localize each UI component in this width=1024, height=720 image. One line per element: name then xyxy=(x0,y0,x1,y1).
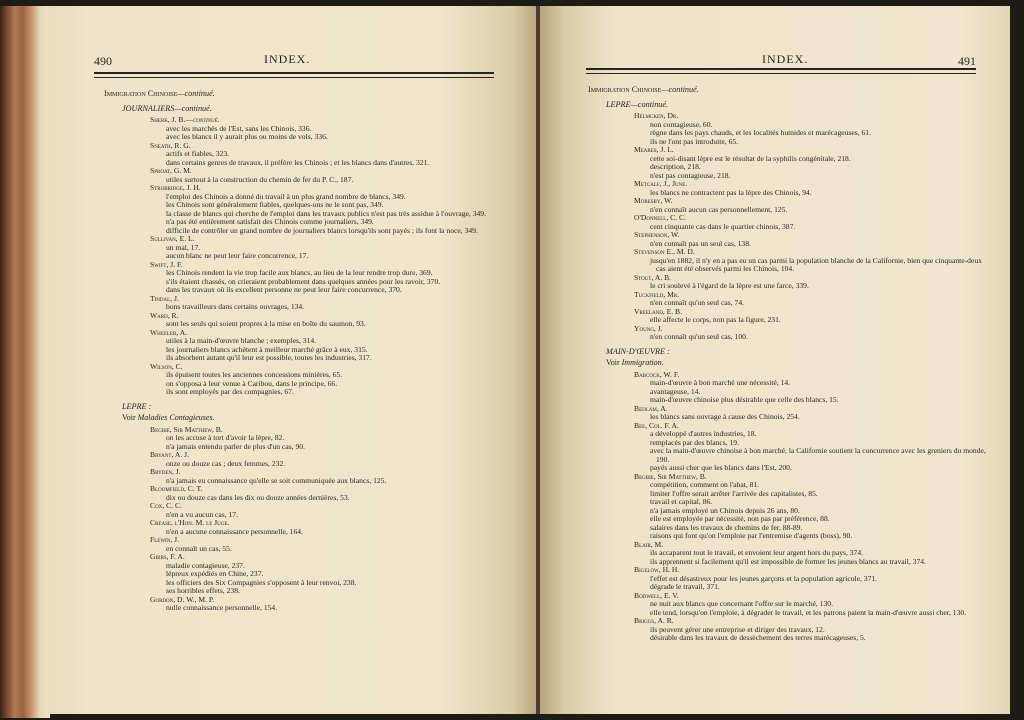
entry-line: onze ou douze cas ; deux femmes, 232. xyxy=(166,458,286,468)
entry-name: Bedlam, A. xyxy=(634,403,668,413)
entry-line: n'en a aucune connaissance personnelle, 164. xyxy=(166,526,303,536)
index-entry xyxy=(588,197,986,214)
entry-line: les Chinois sont généralement fiables, quelques-uns ne le sont pas, 349. xyxy=(166,200,384,209)
index-entry xyxy=(588,248,986,274)
entry-name: Strobridge, J. H. xyxy=(150,183,201,192)
entry-line: description, 218. xyxy=(650,162,701,171)
index-entry xyxy=(588,617,986,643)
entry-line: ils absorbent autant qu'il leur est possible, toutes les industries, 317. xyxy=(166,353,372,362)
entry-line: limiter l'offre serait arrêter l'arrivée des capitalistes, 85. xyxy=(650,488,818,498)
entry-line: raisons qui font qu'on l'emploie par l'entremise d'agents (boss), 90. xyxy=(650,531,853,540)
book-page-edges xyxy=(0,6,50,718)
entry-line: remplacés par des blancs, 19. xyxy=(650,437,739,447)
entry-line: ils accaparent tout le travail, et envoient leur argent hors du pays, 374. xyxy=(650,548,864,557)
entry-name: Moresby, W. xyxy=(634,196,673,205)
entry-name: Blair, M. xyxy=(634,539,664,549)
entry-name: Stevenson E., M. D. xyxy=(634,247,695,256)
entry-line: n'a pas été entièrement satisfait des Chinois comme journaliers, 349. xyxy=(166,217,374,226)
entry-line: n'en connaît pas un seul cas, 138. xyxy=(650,238,751,248)
entry-line: un mal, 17. xyxy=(166,242,201,252)
entry-name: Bee, Col. F. A. xyxy=(634,420,679,430)
entry-line: ses horribles effets, 238. xyxy=(166,586,240,595)
right-header-title: INDEX. xyxy=(762,52,809,66)
index-entry xyxy=(104,167,504,184)
entry-name: Gordon, D. W., M. P. xyxy=(150,594,215,604)
index-entry xyxy=(588,274,986,291)
entry-name: Ward, R. xyxy=(150,310,179,320)
right-entries-main-doeuvre xyxy=(588,371,986,643)
entry-name: Crease, l'Hon. M. le Juge. xyxy=(150,518,230,527)
entry-name: Briggs, A. R. xyxy=(634,616,674,625)
entry-name: Bryden, J. xyxy=(150,467,181,476)
entry-name: Bodwell, E. V. xyxy=(634,590,679,600)
entry-line: on s'opposa à leur venue à Caribou, dans le principe, 66. xyxy=(166,378,338,388)
entry-line: maladie contagieuse, 237. xyxy=(166,560,245,570)
entry-line: désirable dans les travaux de dessèchement des terres marécageuses, 5. xyxy=(650,633,866,642)
index-entry xyxy=(588,231,986,248)
entry-name: Metcalf, J., June. xyxy=(634,179,688,188)
entry-name: Swift, J. F. xyxy=(150,259,183,269)
index-entry xyxy=(104,184,504,235)
entry-name: Meares, J. L. xyxy=(634,145,674,154)
entry-line: avec la main-d'œuvre chinoise à bon marché, la Californie soutient la concurrence avec les greniers du monde, 190. xyxy=(650,446,986,464)
entry-line: aucun blanc ne peut leur faire concurrence, 17. xyxy=(166,251,309,260)
index-entry xyxy=(588,214,986,231)
left-subheading-lepre: LEPRE : xyxy=(122,401,152,411)
entry-line: ils sont employés par des compagnies, 67. xyxy=(166,387,294,396)
entry-line: lépreux expédiés en Chine, 237. xyxy=(166,569,264,578)
index-entry xyxy=(104,295,504,312)
index-entry xyxy=(588,180,986,197)
entry-line: ne nuit aux blancs que concernant l'offre sur le marché, 130. xyxy=(650,599,833,608)
entry-line: actifs et fiables, 323. xyxy=(166,149,230,158)
entry-line: nulle connaissance personnelle, 154. xyxy=(166,603,278,612)
entry-line: les officiers des Six Compagnies s'opposent à leur renvoi, 238. xyxy=(166,577,357,587)
entry-line: on les accuse à tort d'avoir la lèpre, 82. xyxy=(166,433,285,442)
left-section-heading: Immigration Chinoise—continué. xyxy=(104,89,215,98)
index-entry xyxy=(588,405,986,422)
entry-line: ils peuvent gérer une entreprise et diriger des travaux, 12. xyxy=(650,624,825,634)
entry-line: la classe de blancs qui cherche de l'emploi dans les travaux publics n'est pas très assidue à l'ouvrage, 349. xyxy=(166,208,486,218)
entry-name: Sullivan, E. L. xyxy=(150,234,195,243)
entry-line: salaires dans les travaux de chemins de fer, 88-89. xyxy=(650,522,803,532)
entry-line: s'ils étaient chassés, on crieraient probablement dans quelques années pour les ravoir, 370. xyxy=(166,276,441,286)
index-entry xyxy=(104,536,504,553)
entry-line: n'en connaît aucun cas personnellement, 125. xyxy=(650,204,788,214)
entry-name: Bloomfield, C. T. xyxy=(150,484,203,493)
index-entry xyxy=(104,553,504,596)
entry-line: ils apprennent si facilement qu'il est impossible de former les jeunes blancs au travail, 374. xyxy=(650,556,926,566)
entry-line: utiles surtout à la construction du chemin de fer du P. C., 187. xyxy=(166,174,354,184)
right-subheading-lepre: LEPRE—continué. xyxy=(606,99,669,109)
index-entry xyxy=(588,112,986,146)
index-entry xyxy=(588,291,986,308)
entry-name: Stephenson, W. xyxy=(634,230,680,239)
entry-line: n'en connaît qu'un seul cas, 74. xyxy=(650,298,745,307)
entry-name: Sneath, R. G. xyxy=(150,140,191,150)
entry-line: cette soi-disant lèpre est le résultat de la syphilis congénitale, 218. xyxy=(650,153,851,163)
left-header-title: INDEX. xyxy=(264,52,311,66)
right-running-head xyxy=(586,46,976,70)
entry-line: n'est pas contagieuse, 218. xyxy=(650,170,731,180)
entry-name: Gibbs, F. A. xyxy=(150,552,185,561)
entry-line: les journaliers blancs achètent à meilleur marché grâce à eux, 315. xyxy=(166,344,368,354)
entry-name: Tuckfield, Mr. xyxy=(634,289,680,299)
left-entries-lepre xyxy=(104,426,504,613)
entry-name: Helmcken, Dr. xyxy=(634,111,679,120)
entry-name: Stout, A. B. xyxy=(634,272,672,282)
entry-line: n'en connaît qu'un seul cas, 100. xyxy=(650,332,748,341)
index-entry xyxy=(104,426,504,452)
entry-line: le cri soulevé à l'égard de la lèpre est une farce, 339. xyxy=(650,281,809,290)
right-header-rule xyxy=(586,68,976,74)
index-entry xyxy=(104,142,504,168)
index-entry xyxy=(104,485,504,502)
entry-line: l'effet est désastreux pour les jeunes garçons et la population agricole, 371. xyxy=(650,573,878,583)
entry-line: main-d'œuvre à bon marché une nécessité, 14. xyxy=(650,378,791,387)
index-entry xyxy=(104,329,504,363)
index-entry xyxy=(588,146,986,180)
entry-name: Flewin, J. xyxy=(150,535,179,544)
entry-line: avantageuse, 14. xyxy=(650,386,701,396)
left-header-rule xyxy=(94,72,494,78)
entry-name: Cox, C. C. xyxy=(150,501,182,510)
entry-name: Begbie, Sir Matthew, B. xyxy=(150,424,223,434)
left-page-number: 490 xyxy=(94,54,112,68)
left-running-head xyxy=(94,46,494,70)
left-index-content xyxy=(104,90,504,613)
entry-line: avec les marchés de l'Est, sans les Chinois, 336. xyxy=(166,123,312,133)
entry-name: O'Donnell, C. C. xyxy=(634,213,686,222)
entry-line: a développé d'autres industries, 18. xyxy=(650,429,757,438)
left-page xyxy=(48,6,538,714)
index-entry xyxy=(104,502,504,519)
entry-line: avec les blancs il y aurait plus ou moins de vols, 336. xyxy=(166,132,328,141)
right-section-heading: Immigration Chinoise—continué. xyxy=(588,85,699,94)
entry-line: main-d'œuvre chinoise plus désirable que celle des blancs, 15. xyxy=(650,395,839,404)
right-page xyxy=(540,6,1010,714)
entry-line: n'a jamais employé un Chinois depuis 26 ans, 80. xyxy=(650,505,800,515)
left-subheading-journaliers: JOURNALIERS—continué. xyxy=(122,103,212,113)
right-subheading-main-doeuvre: MAIN-D'ŒUVRE : xyxy=(606,346,670,356)
entry-line: n'a jamais eu connaissance qu'elle se soit communiquée aux blancs, 125. xyxy=(166,475,387,485)
entry-line: règne dans les pays chauds, et les localités humides et marécageuses, 61. xyxy=(650,128,871,137)
index-entry xyxy=(104,235,504,261)
entry-line: sont les seuls qui soient propres à la mise en boîte du saumon, 93. xyxy=(166,319,366,328)
entry-line: ils épuisent toutes les anciennes concessions minières, 65. xyxy=(166,370,343,379)
entry-line: les blancs sans ouvrage à cause des Chinois, 254. xyxy=(650,412,800,421)
entry-name: Young, J. xyxy=(634,323,663,333)
index-entry xyxy=(588,473,986,541)
entry-line: bons travailleurs dans certains ouvrages, 134. xyxy=(166,302,305,311)
entry-name: Vreeland, E. B. xyxy=(634,306,683,316)
index-entry xyxy=(588,422,986,473)
entry-line: elle est employée par nécessité, non pas par préférence, 88. xyxy=(650,514,830,523)
entry-name: Begbie, Sir Matthew, B. xyxy=(634,471,707,481)
right-index-content xyxy=(588,86,986,643)
index-entry xyxy=(588,592,986,618)
right-entries-lepre xyxy=(588,112,986,342)
left-cross-reference: Voir Maladies Contagieuses. xyxy=(122,413,215,422)
index-entry xyxy=(104,596,504,613)
entry-line: l'emploi des Chinois a donné du travail à un plus grand nombre de blancs, 349. xyxy=(166,191,406,201)
entry-line: n'a jamais entendu parler de plus d'un cas, 90. xyxy=(166,441,305,451)
index-entry xyxy=(588,325,986,342)
entry-name: Bigelow, H. H. xyxy=(634,565,680,574)
entry-line: elle affecte le corps, non pas la figure, 231. xyxy=(650,315,781,324)
entry-line: jusqu'en 1882, il n'y en a pas eu un cas parmi la population blanche de la Californie, bien que cinquante-deux cas aient été observés parmi les Chinois, 104. xyxy=(650,255,982,273)
entry-line: ils ne l'ont pas introduite, 65. xyxy=(650,136,739,146)
right-page-number: 491 xyxy=(958,54,976,68)
entry-line: en connaît un cas, 55. xyxy=(166,543,232,553)
entry-name: Tindal, J. xyxy=(150,293,179,303)
entry-line: cent cinquante cas dans le quartier chinois, 387. xyxy=(650,221,796,231)
entry-line: non contagieuse, 60. xyxy=(650,119,713,129)
index-entry xyxy=(104,468,504,485)
entry-name: Wilson, C. xyxy=(150,361,183,371)
left-entries-journaliers xyxy=(104,116,504,397)
entry-line: utiles à la main-d'œuvre blanche ; exemples, 314. xyxy=(166,336,317,345)
entry-line: compétition, comment on l'abat, 81. xyxy=(650,480,760,489)
index-entry xyxy=(104,363,504,397)
entry-name: Sherk, J. B.—continué. xyxy=(150,115,220,124)
entry-name: Babcock, W. F. xyxy=(634,369,680,379)
right-cross-reference: Voir Immigration. xyxy=(606,358,664,367)
index-entry xyxy=(588,308,986,325)
index-entry xyxy=(588,566,986,592)
entry-line: n'en a vu aucun cas, 17. xyxy=(166,509,239,519)
entry-line: travail et capital, 86. xyxy=(650,497,713,506)
index-entry xyxy=(104,519,504,536)
index-entry xyxy=(588,371,986,405)
entry-name: Wheeler, A. xyxy=(150,327,188,337)
entry-name: Sproat, G. M. xyxy=(150,166,192,175)
index-entry xyxy=(104,116,504,142)
entry-line: dans certains genres de travaux, il préfère les Chinois ; et les blancs dans d'autres, 321. xyxy=(166,157,430,167)
entry-line: dans les travaux où ils excellent personne ne peut leur faire concurrence, 370. xyxy=(166,285,402,294)
index-entry xyxy=(104,312,504,329)
entry-line: elle tend, lorsqu'on l'emploie, à dégrader le travail, et les patrons paient la main-d'œuvre aussi cher, 130. xyxy=(650,607,967,617)
entry-line: dégrade le travail, 371. xyxy=(650,582,720,591)
index-entry xyxy=(104,261,504,295)
entry-line: difficile de contrôler un grand nombre de journaliers blancs lorsqu'ils sont payés ; ils font la noce, 349. xyxy=(166,225,478,235)
entry-line: les Chinois rendent la vie trop facile aux blancs, au lieu de la leur rendre trop dure, 369. xyxy=(166,268,433,277)
entry-line: dix ou douze cas dans les dix ou douze années dernières, 53. xyxy=(166,492,350,502)
index-entry xyxy=(104,451,504,468)
entry-line: les blancs ne contractent pas la lèpre des Chinois, 94. xyxy=(650,187,812,197)
entry-line: payés aussi cher que les blancs dans l'Est, 200. xyxy=(650,463,792,472)
entry-name: Bryant, A. J. xyxy=(150,450,189,459)
index-entry xyxy=(588,541,986,567)
